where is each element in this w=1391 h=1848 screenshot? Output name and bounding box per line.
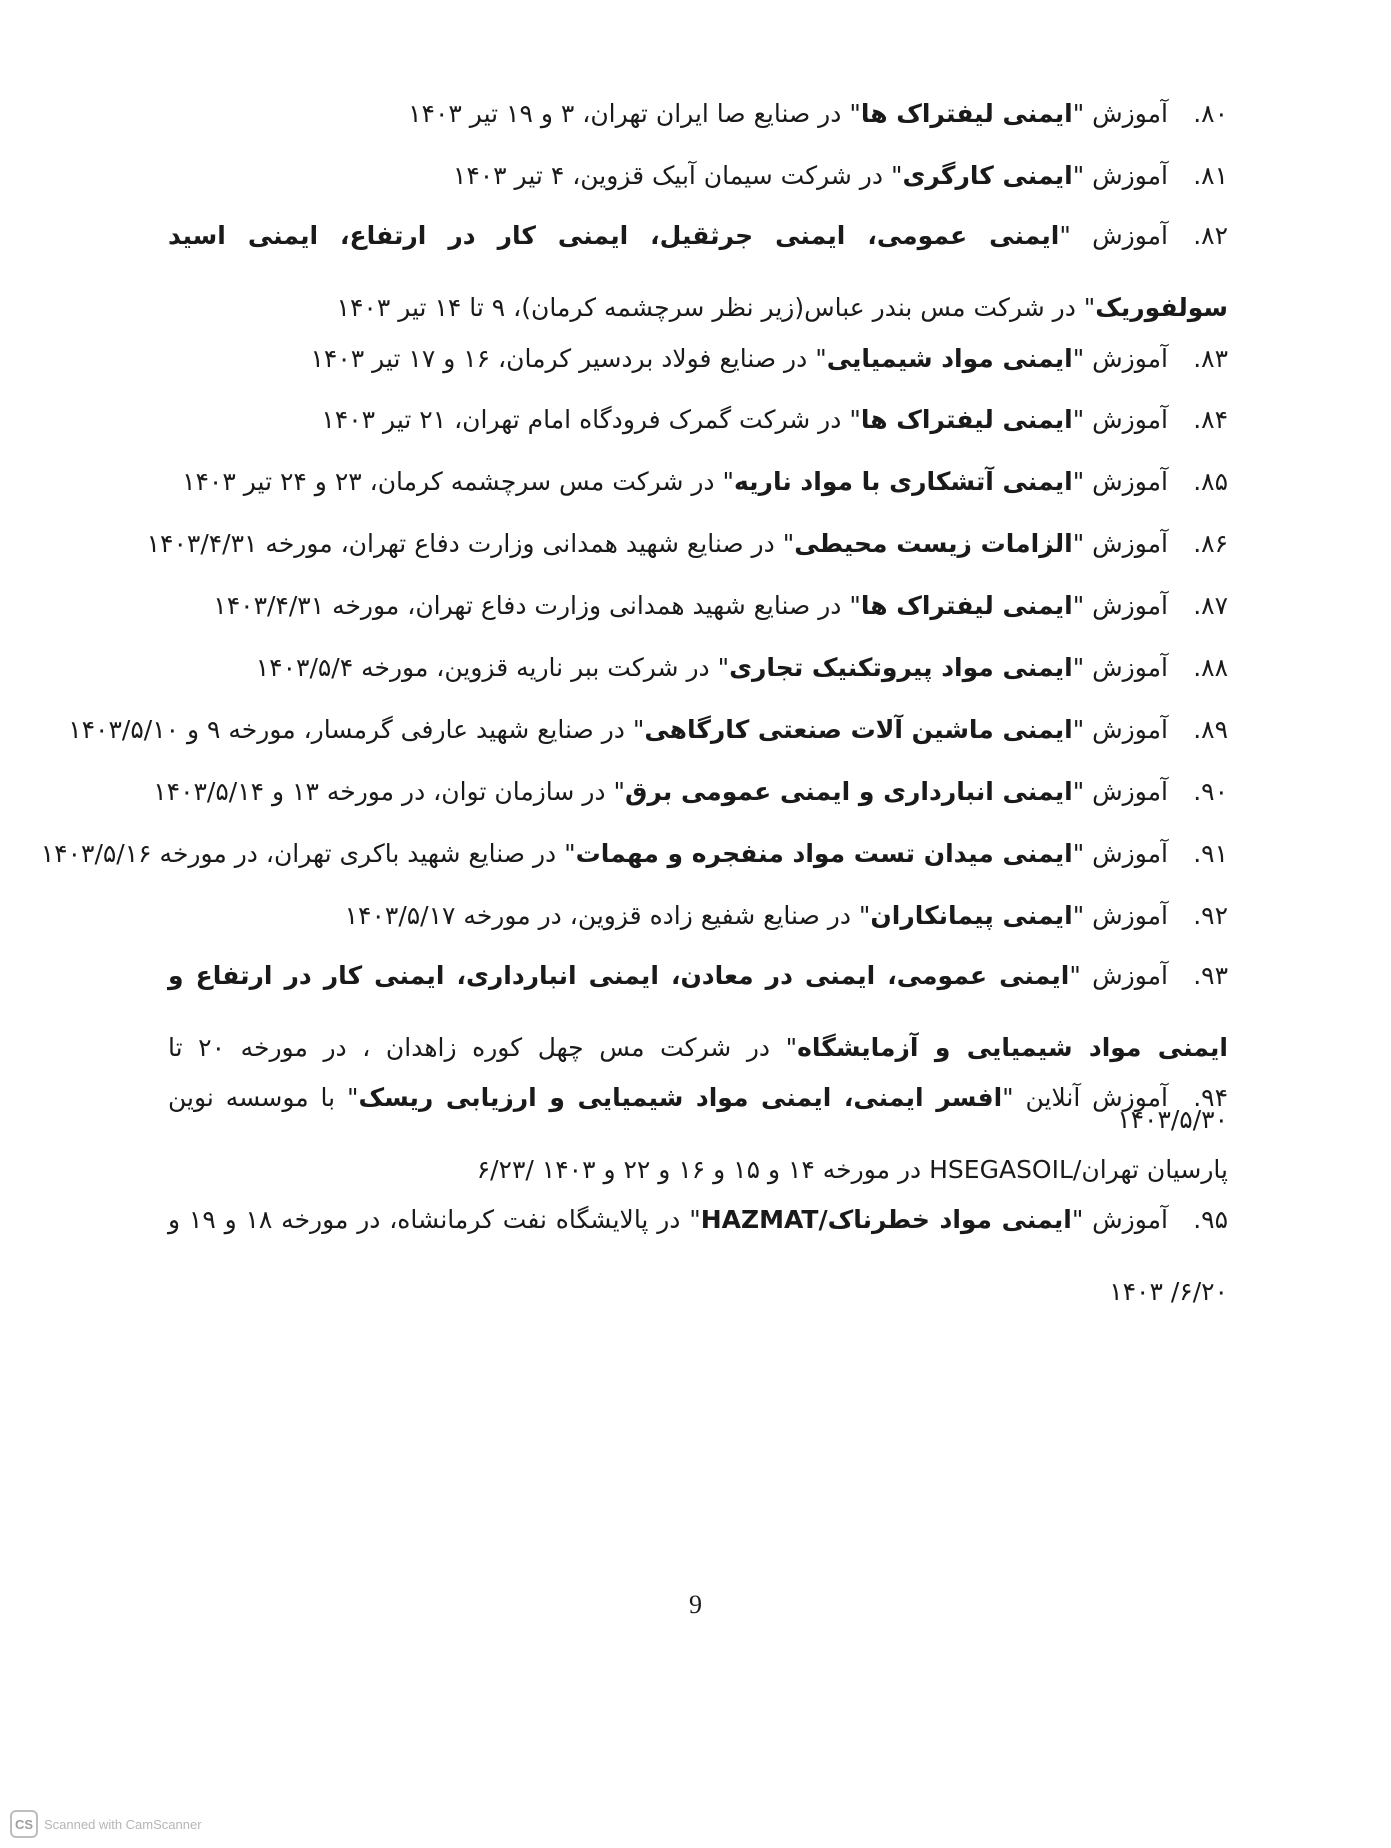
- watermark-text: Scanned with CamScanner: [44, 1816, 202, 1832]
- item-number: ۸۸.: [1193, 653, 1228, 682]
- item-details: " در شرکت سیمان آبیک قزوین، ۴ تیر ۱۴۰۳: [452, 161, 903, 190]
- item-details: " در شرکت گمرک فرودگاه امام تهران، ۲۱ تیر ۱۴۰۳: [321, 405, 861, 434]
- item-prefix: آموزش ": [1072, 591, 1168, 620]
- item-number: ۸۲.: [1193, 221, 1228, 250]
- item-number: ۹۵.: [1193, 1205, 1228, 1234]
- item-prefix: آموزش ": [1072, 777, 1168, 806]
- item-prefix: آموزش ": [1072, 653, 1168, 682]
- item-details: " در صنایع شهید همدانی وزارت دفاع تهران، مورخه ۱۴۰۳/۴/۳۱: [146, 529, 795, 558]
- item-number: ۸۱.: [1193, 161, 1228, 190]
- item-title: ایمنی آتشکاری با مواد ناریه: [734, 467, 1073, 496]
- item-details: " در شرکت مس بندر عباس(زیر نظر سرچشمه کرمان)، ۹ تا ۱۴ تیر ۱۴۰۳: [336, 293, 1096, 322]
- item-prefix: آموزش ": [1072, 839, 1168, 868]
- item-number: ۸۶.: [1193, 529, 1228, 558]
- item-details: " در صنایع شهید همدانی وزارت دفاع تهران، مورخه ۱۴۰۳/۴/۳۱: [213, 591, 861, 620]
- item-title: ایمنی مواد خطرناک/HAZMAT: [700, 1205, 1072, 1234]
- item-title: ایمنی ماشین آلات صنعتی کارگاهی: [644, 715, 1073, 744]
- camscanner-logo-icon: CS: [10, 1810, 38, 1838]
- item-title: ایمنی عمومی، ایمنی در معادن، ایمنی انبارداری، ایمنی کار در ارتفاع و ایمنی مواد شیمیایی و آزمایشگاه: [168, 961, 1228, 1062]
- item-title: ایمنی پیمانکاران: [870, 901, 1073, 930]
- item-title: ایمنی عمومی، ایمنی جرثقیل، ایمنی کار در ارتفاع، ایمنی اسید سولفوریک: [168, 221, 1228, 322]
- item-number: ۹۱.: [1193, 839, 1228, 868]
- item-prefix: آموزش ": [1072, 715, 1168, 744]
- item-prefix: آموزش ": [1072, 161, 1168, 190]
- item-details: " در پالایشگاه نفت کرمانشاه، در مورخه ۱۸ و ۱۹ و ۶/۲۰/ ۱۴۰۳: [168, 1205, 1228, 1306]
- item-details: " با موسسه نوین پارسیان تهران/HSEGASOIL در مورخه ۱۴ و ۱۵ و ۱۶ و ۲۲ و ۱۴۰۳ /۶/۲۳: [168, 1083, 1228, 1184]
- item-details: " در صنایع صا ایران تهران، ۳ و ۱۹ تیر ۱۴۰۳: [408, 99, 861, 128]
- item-prefix: آموزش ": [1072, 99, 1168, 128]
- item-title: افسر ایمنی، ایمنی مواد شیمیایی و ارزیابی ریسک: [358, 1083, 1003, 1112]
- item-title: ایمنی مواد شیمیایی: [826, 344, 1073, 373]
- item-details: " در صنایع شفیع زاده قزوین، در مورخه ۱۴۰۳/۵/۱۷: [344, 901, 871, 930]
- item-details: " در شرکت ببر ناریه قزوین، مورخه ۱۴۰۳/۵/۴: [255, 653, 730, 682]
- item-number: ۸۵.: [1193, 467, 1228, 496]
- item-prefix: آموزش ": [1072, 405, 1168, 434]
- list-item: [168, 1184, 1228, 1328]
- item-number: ۸۳.: [1193, 344, 1228, 373]
- item-number: ۹۳.: [1193, 961, 1228, 990]
- item-prefix: آموزش ": [1071, 1205, 1168, 1234]
- item-title: ایمنی انبارداری و ایمنی عمومی برق: [624, 777, 1073, 806]
- item-prefix: آموزش آنلاین ": [1002, 1083, 1168, 1112]
- item-title: ایمنی میدان تست مواد منفجره و مهمات: [575, 839, 1073, 868]
- item-number: ۸۷.: [1193, 591, 1228, 620]
- item-details: " در صنایع شهید باکری تهران، در مورخه ۱۴۰۳/۵/۱۶: [40, 839, 576, 868]
- item-prefix: آموزش ": [1059, 221, 1168, 250]
- item-details: " در سازمان توان، در مورخه ۱۳ و ۱۴۰۳/۵/۱۴: [153, 777, 625, 806]
- item-prefix: آموزش ": [1072, 529, 1168, 558]
- item-prefix: آموزش ": [1072, 344, 1168, 373]
- item-prefix: آموزش ": [1069, 961, 1168, 990]
- item-prefix: آموزش ": [1072, 467, 1168, 496]
- page-number: 9: [689, 1590, 702, 1619]
- item-number: ۹۴.: [1193, 1083, 1228, 1112]
- item-details: " در صنایع شهید عارفی گرمسار، مورخه ۹ و ۱۴۰۳/۵/۱۰: [68, 715, 645, 744]
- item-number: ۸۴.: [1193, 405, 1228, 434]
- item-number: ۹۲.: [1193, 901, 1228, 930]
- item-number: ۸۹.: [1193, 715, 1228, 744]
- item-title: ایمنی لیفتراک ها: [860, 591, 1073, 620]
- item-details: " در صنایع فولاد بردسیر کرمان، ۱۶ و ۱۷ تیر ۱۴۰۳: [310, 344, 827, 373]
- item-prefix: آموزش ": [1072, 901, 1168, 930]
- item-details: " در شرکت مس چهل کوره زاهدان ، در مورخه ۲۰ تا ۱۴۰۳/۵/۳۰: [168, 1033, 1228, 1134]
- item-number: ۸۰.: [1193, 99, 1228, 128]
- camscanner-watermark: [10, 1810, 202, 1838]
- item-title: ایمنی لیفتراک ها: [860, 99, 1073, 128]
- item-title: ایمنی کارگری: [902, 161, 1073, 190]
- item-title: ایمنی لیفتراک ها: [860, 405, 1073, 434]
- item-details: " در شرکت مس سرچشمه کرمان، ۲۳ و ۲۴ تیر ۱۴۰۳: [182, 467, 734, 496]
- item-title: الزامات زیست محیطی: [794, 529, 1073, 558]
- item-number: ۹۰.: [1193, 777, 1228, 806]
- item-title: ایمنی مواد پیروتکنیک تجاری: [729, 653, 1073, 682]
